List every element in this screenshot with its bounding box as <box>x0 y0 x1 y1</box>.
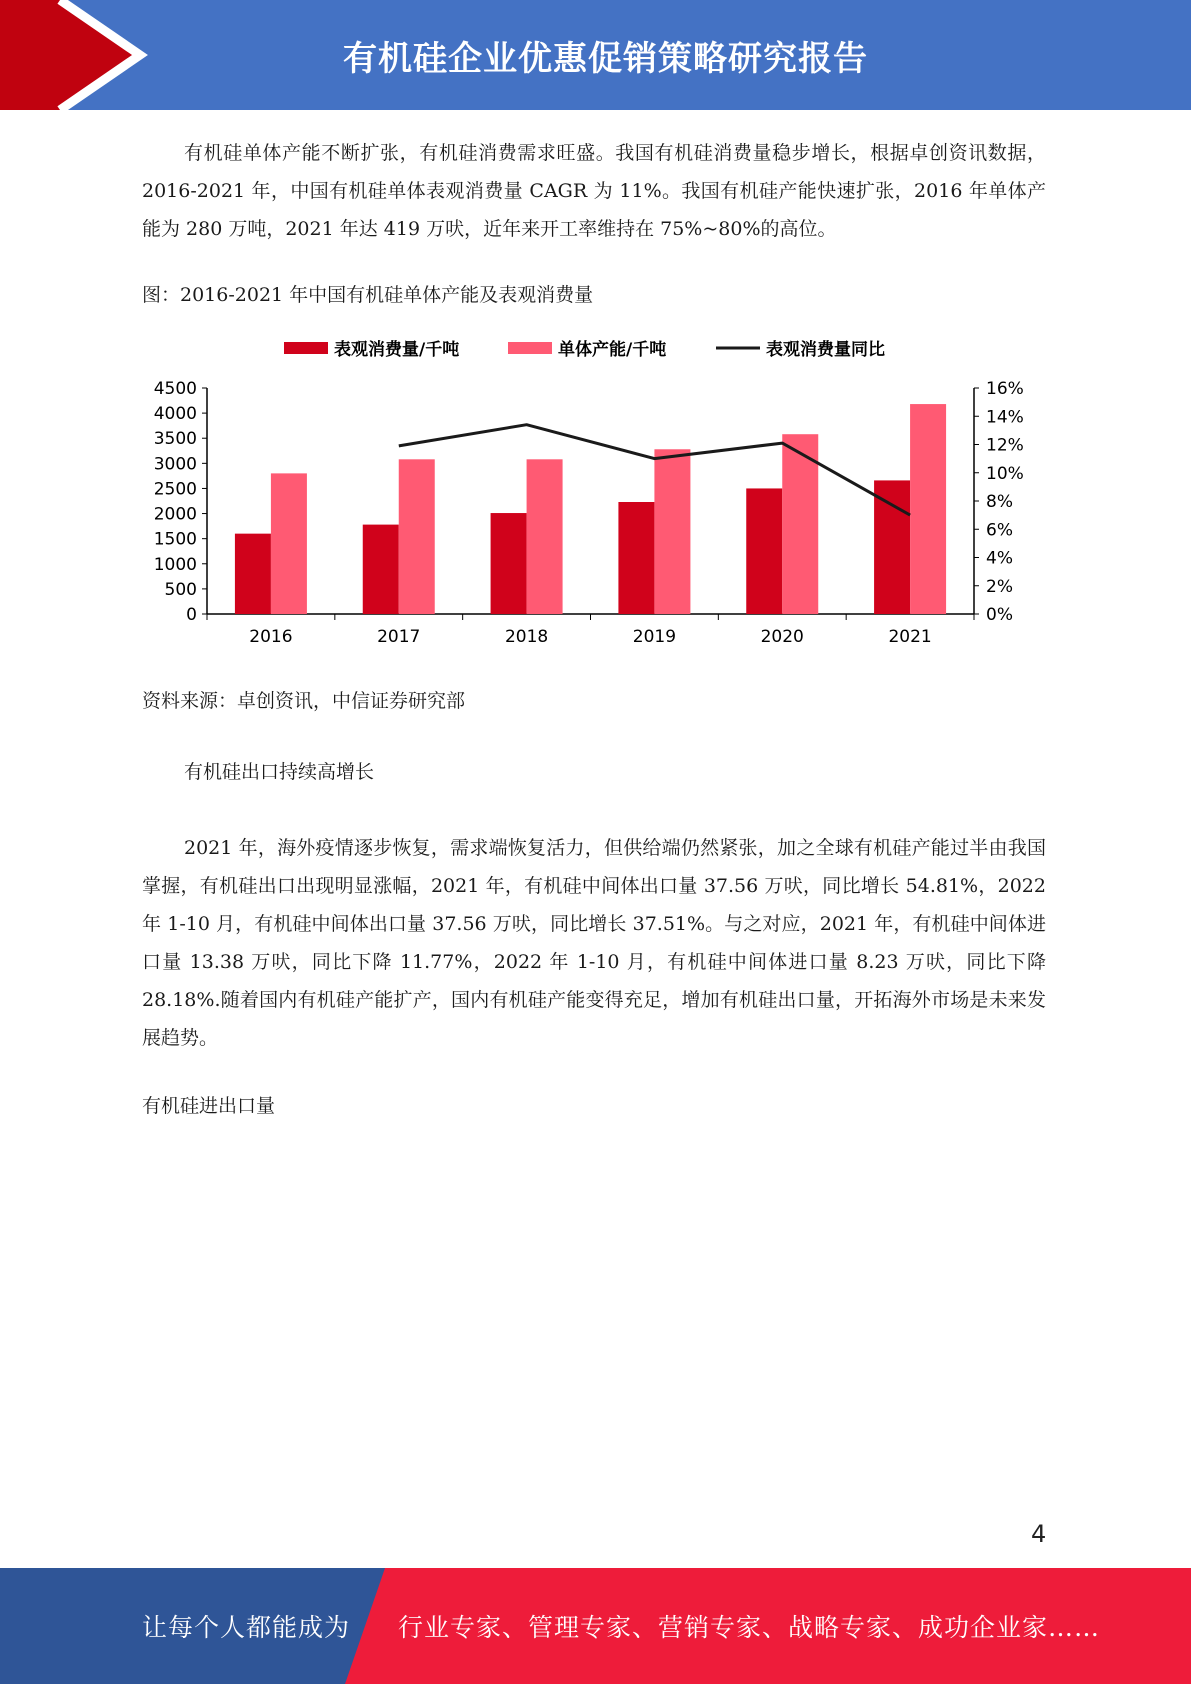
chart-axes <box>202 388 979 620</box>
y-left-tick-label: 0 <box>186 605 197 625</box>
bar-consumption-2020 <box>746 488 782 614</box>
x-tick-label: 2018 <box>504 627 549 647</box>
bar-capacity-2018 <box>527 459 563 614</box>
bar-consumption-2021 <box>874 480 910 614</box>
x-tick-label: 2021 <box>888 627 932 647</box>
legend-label-0: 表观消费量/千吨 <box>334 340 460 360</box>
bar-capacity-2016 <box>271 473 307 614</box>
chart-bars <box>235 404 946 614</box>
y-right-tick-label: 10% <box>986 463 1024 484</box>
y-right-tick-label: 14% <box>986 407 1024 428</box>
export-paragraph: 2021 年，海外疫情逐步恢复，需求端恢复活力，但供给端仍然紧张，加之全球有机硅产能过半由我国掌握，有机硅出口出现明显涨幅，2021 年，有机硅中间体出口量 37.56 万吠，同比增长 54.81%，2022 年 1-10 月，有机硅中间体出口量 37.56 万吠，同比增长 37.51%。与之对应，2021 年，有机硅中间体进口量 13.38 万吠，同比下降 11.77%，2022 年 1-10 月，有机硅中间体进口量 8.23 万吠，同比下降 28.18%.随着国内有机硅产能扩产，国内有机硅产能变得充足，增加有机硅出口量，开拓海外市场是未来发展趋势。 <box>142 837 1046 1049</box>
page-number: 4 <box>1031 1520 1047 1548</box>
page-footer <box>0 1568 1191 1684</box>
report-title: 有机硅企业优惠促销策略研究报告 <box>343 38 868 79</box>
legend-swatch-0 <box>284 342 328 354</box>
footer-slogan-right: 行业专家、管理专家、营销专家、战略专家、成功企业家…… <box>398 1613 1101 1642</box>
bar-capacity-2021 <box>910 404 946 614</box>
section-subheading: 有机硅出口持续高增长 <box>184 761 375 783</box>
y-right-tick-label: 8% <box>986 492 1013 512</box>
import-export-heading: 有机硅进出口量 <box>142 1095 276 1117</box>
capacity-consumption-chart <box>132 326 1062 666</box>
intro-paragraph: 有机硅单体产能不断扩张，有机硅消费需求旺盛。我国有机硅消费量稳步增长，根据卓创资讯数据，2016-2021 年，中国有机硅单体表观消费量 CAGR 为 11%。我国有机硅产能快速扩张，2016 年单体产能为 280 万吨，2021 年达 419 万吠，近年来开工率维持在 75%~80%的高位。 <box>142 142 1046 240</box>
legend-label-1: 单体产能/千吨 <box>558 340 667 360</box>
chart-source: 资料来源：卓创资讯，中信证券研究部 <box>142 690 466 712</box>
chart-legend <box>284 339 885 360</box>
y-left-tick-label: 3500 <box>153 429 197 450</box>
y-right-tick-label: 2% <box>986 576 1013 597</box>
bar-consumption-2016 <box>235 534 271 614</box>
footer-slogan-left: 让每个人都能成为 <box>142 1613 351 1642</box>
y-right-tick-label: 16% <box>986 379 1024 399</box>
y-left-tick-label: 4500 <box>153 379 197 399</box>
y-left-tick-label: 2500 <box>153 479 197 500</box>
x-tick-label: 2016 <box>249 627 293 647</box>
bar-capacity-2019 <box>654 449 690 614</box>
bar-consumption-2019 <box>618 502 654 614</box>
y-left-tick-label: 2000 <box>153 504 197 525</box>
y-left-tick-label: 1500 <box>153 529 197 550</box>
bar-consumption-2017 <box>363 525 399 614</box>
y-left-tick-label: 500 <box>164 579 197 600</box>
x-tick-label: 2019 <box>632 627 677 647</box>
page-header <box>0 0 1191 110</box>
bar-consumption-2018 <box>491 513 527 614</box>
x-tick-label: 2020 <box>760 627 804 647</box>
y-right-tick-label: 0% <box>986 605 1013 625</box>
bar-capacity-2017 <box>399 459 435 614</box>
x-tick-label: 2017 <box>377 627 421 647</box>
figure-caption: 图：2016-2021 年中国有机硅单体产能及表观消费量 <box>142 284 594 306</box>
y-right-tick-label: 12% <box>986 435 1024 456</box>
y-left-tick-label: 3000 <box>153 454 197 475</box>
y-left-tick-label: 1000 <box>153 554 197 575</box>
y-left-tick-label: 4000 <box>153 404 197 425</box>
y-right-tick-label: 6% <box>986 520 1013 541</box>
y-right-tick-label: 4% <box>986 548 1013 569</box>
legend-label-2: 表观消费量同比 <box>766 340 885 360</box>
legend-swatch-1 <box>508 342 552 354</box>
